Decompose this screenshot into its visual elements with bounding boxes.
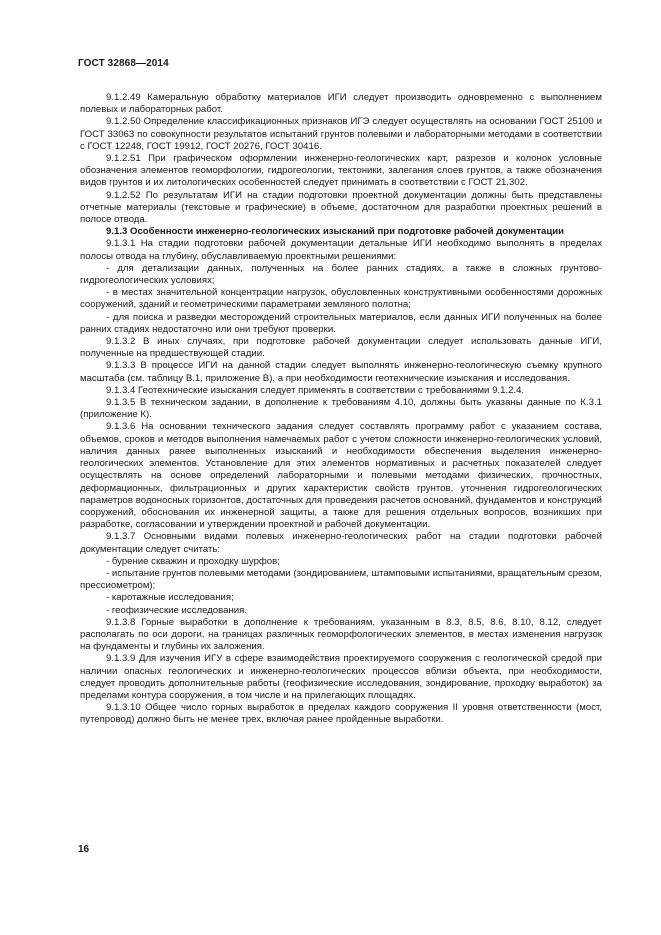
paragraph: 9.1.3.5 В техническом задании, в дополнение к требованиям 4.10, должны быть указаны данные по К.3.1 (приложение К).: [80, 397, 602, 421]
paragraph: 9.1.3.3 В процессе ИГИ на данной стадии следует выполнять инженерно-геологическую съемку крупного масштаба (см. таблицу В.1, приложение В), а при необходимости геотехнические изыскания и исследования.: [80, 360, 602, 384]
document-body: [80, 92, 602, 727]
list-item: - бурение скважин и проходку шурфов;: [106, 555, 280, 567]
list-item: - каротажные исследования;: [106, 592, 234, 604]
list-item: - испытание грунтов полевыми методами (зондированием, штамповыми испытаниями, вращательным срезом, прессиометром);: [80, 567, 602, 592]
paragraph: 9.1.3.8 Горные выработки в дополнение к требованиям, указанным в 8.3, 8.5, 8.6, 8.10, 8.12, следует располагать по оси дороги, на границах различных геоморфологических элементов, в местах изменения нагрузок на фундаменты и глубины их заложения.: [80, 616, 602, 653]
paragraph: 9.1.3.10 Общее число горных выработок в пределах каждого сооружения II уровня ответственности (мост, путепровод) должно быть не менее трех, включая ранее пройденные выработки.: [80, 702, 602, 726]
document-header: ГОСТ 32868—2014: [78, 58, 169, 69]
list-item: - в местах значительной концентрации нагрузок, обусловленных конструктивными особенностями дорожных сооружений, зданий и геометрическими параметрами земляного полотна;: [80, 287, 602, 311]
paragraph: 9.1.3.1 На стадии подготовки рабочей документации детальные ИГИ необходимо выполнять в пределах полосы отвода на глубину, обуславливаемую проектными решениями:: [80, 238, 602, 262]
paragraph: 9.1.2.49 Камеральную обработку материалов ИГИ следует производить одновременно с выполнением полевых и лабораторных работ.: [80, 92, 602, 116]
list-item: - для детализации данных, полученных на более ранних стадиях, а также в сложных грунтово-гидрогеологических условиях;: [80, 262, 602, 287]
paragraph: 9.1.2.52 По результатам ИГИ на стадии подготовки проектной документации должны быть представлены отчетные материалы (текстовые и графические) в объеме, достаточном для разработки проектных решений в полосе отвода.: [80, 189, 602, 226]
page-number: 16: [78, 844, 90, 855]
section-heading: 9.1.3 Особенности инженерно-геологических изысканий при подготовке рабочей документации: [106, 226, 565, 238]
paragraph: 9.1.2.50 Определение классификационных признаков ИГЭ следует осуществлять на основании ГОСТ 25100 и ГОСТ 33063 по совокупности результатов испытаний грунтов полевыми и лабораторными методами в соответствии с ГОСТ 12248, ГОСТ 19912, ГОСТ 20276, ГОСТ 30416.: [80, 116, 602, 152]
paragraph: 9.1.3.9 Для изучения ИГУ в сфере взаимодействия проектируемого сооружения с геологической средой при наличии опасных геологических и инженерно-геологических процессов вблизи объекта, при необходимости, следует проводить дополнительные работы (геофизические исследования, зондирование, проходку выработок) за пределами контура сооружения, в том числе и на прилегающих площадях.: [80, 653, 602, 701]
paragraph: 9.1.3.7 Основными видами полевых инженерно-геологических работ на стадии подготовки рабочей документации следует считать:: [80, 531, 602, 555]
list-item: - для поиска и разведки месторождений строительных материалов, если данных ИГИ полученных на более ранних стадиях недостаточно или они требуют проверки.: [80, 311, 602, 335]
paragraph: 9.1.2.51 При графическом оформлении инженерно-геологических карт, разрезов и колонок условные обозначения элементов геоморфологии, гидрогеологии, тектоники, залегания слоев грунтов, а также обозначения видов грунтов и их литологических особенностей следует принимать в соответствии с ГОСТ 21.302.: [80, 153, 602, 189]
paragraph: 9.1.3.2 В иных случаях, при подготовке рабочей документации следует использовать данные ИГИ, полученные на предшествующей стадии.: [80, 336, 602, 360]
paragraph: 9.1.3.4 Геотехнические изыскания следует применять в соответствии с требованиями 9.1.2.4.: [106, 384, 525, 396]
list-item: - геофизические исследования.: [106, 604, 247, 616]
paragraph: 9.1.3.6 На основании технического задания следует составлять программу работ с указанием состава, объемов, сроков и методов выполнения намечаемых работ с учетом сложности инженерно-геологических условий, наличия данных ранее выполненных изысканий и необходимости обеспечения выделения инженерно-геологических элементов. Установление для этих элементов нормативных и расчетных показателей следует осуществлять на основе определений лабораторными и полевыми методами физических, прочностных, деформационных, фильтрационных и других характеристик свойств грунтов, уточнения гидрогеологических параметров водоносных горизонтов, достаточных для проведения расчетов оснований, фундаментов и конструкций сооружений, обоснования их инженерной защиты, а также для решения отдельных вопросов, возникших при разработке, согласовании и утверждении проектной и рабочей документации.: [80, 421, 602, 531]
